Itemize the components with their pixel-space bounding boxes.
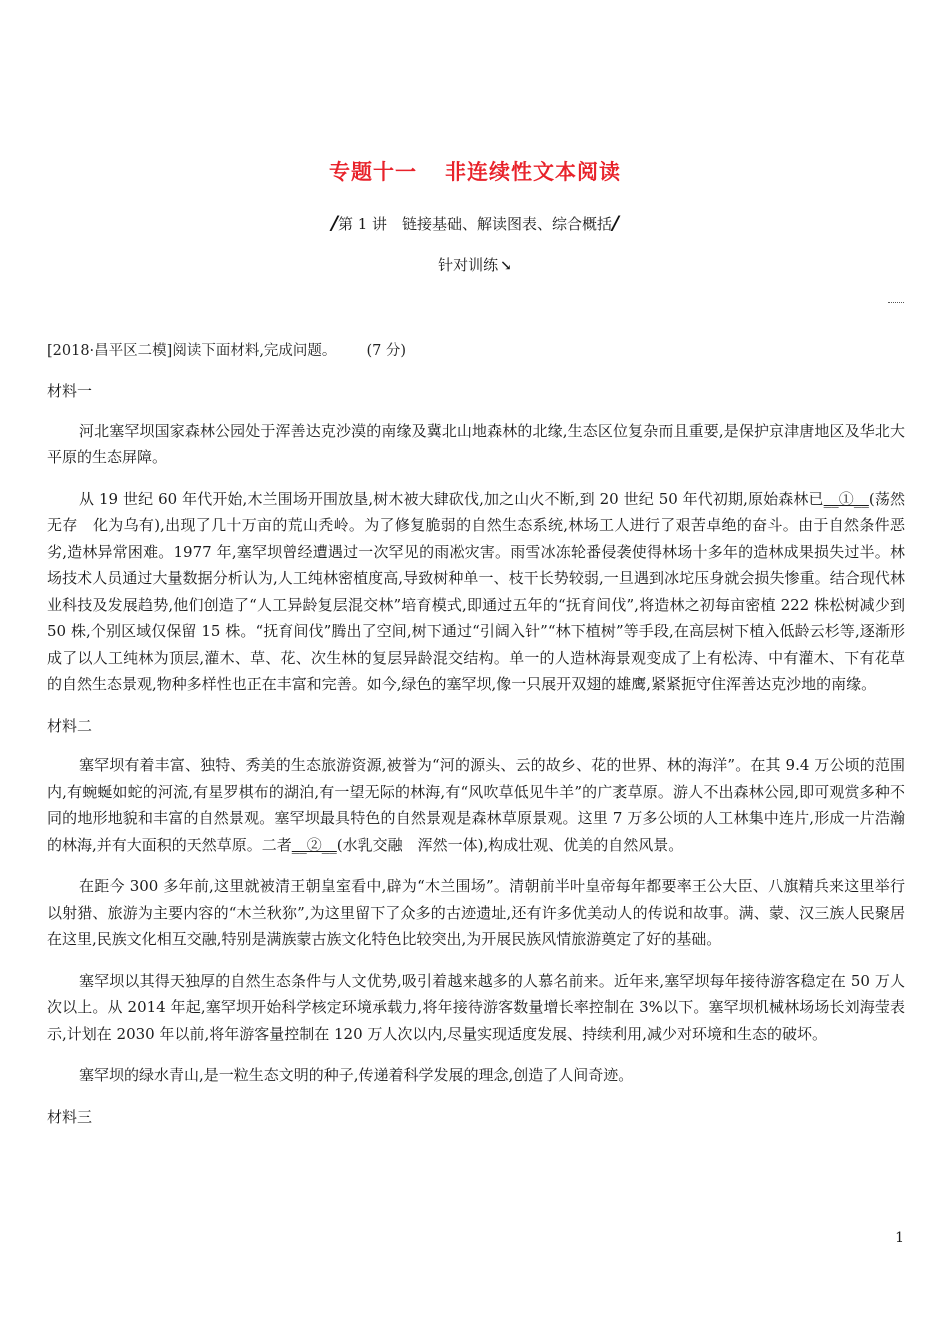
material-2-paragraph-4: 塞罕坝的绿水青山,是一粒生态文明的种子,传递着科学发展的理念,创造了人间奇迹。 [79, 1066, 634, 1084]
score-text: (7 分) [366, 343, 407, 359]
material-1-paragraph-1: 河北塞罕坝国家森林公园处于浑善达克沙漠的南缘及冀北山地森林的北缘,生态区位复杂而且重要,是保护京津唐地区及华北大平原的生态屏障。 [47, 421, 905, 466]
blank-2: __②__ [291, 835, 337, 854]
material-1-p2-before: 从 19 世纪 60 年代开始,木兰围场开围放垦,树木被大肆砍伐,加之山火不断,到 20 世纪 50 年代初期,原始森林已 [79, 489, 824, 508]
title-part-1: 专题十一 [329, 160, 417, 184]
material-1-heading: 材料一 [47, 382, 93, 400]
source-text: [2018·昌平区二模]阅读下面材料,完成问题。 [47, 343, 337, 359]
dotted-divider [888, 302, 904, 303]
training-label-text: 针对训练 [438, 256, 499, 274]
material-1-p2-after: (荡然无存 化为乌有),出现了几十万亩的荒山秃岭。为了修复脆弱的自然生态系统,林场工人进行了艰苦卓绝的奋斗。由于自然条件恶劣,造林异常困难。1977 年,塞罕坝曾经遭遇过一次罕见的雨凇灾害。雨雪冰冻轮番侵袭使得林场十多年的造林成果损失过半。林场技术人员通过大量数据分析认为,人工纯林密植度高,导致树种单一、枝干长势较弱,一旦遇到冰坨压身就会损失惨重。结合现代林业科技及发展趋势,他们创造了“人工异龄复层混交林”培育模式,即通过五年的“抚育间伐”,将造林之初每亩密植 222 株松树减少到 50 株,个别区域仅保留 15 株。“抚育间伐”腾出了空间,树下通过“引阔入针”“林下植树”等手段,在高层树下植入低龄云杉等,逐渐形成了以人工纯林为顶层,灌木、草、花、次生林的复层异龄混交结构。单一的人造林海景观变成了上有松涛、中有灌木、下有花草的自然生态景观,物种多样性也正在丰富和完善。如今,绿色的塞罕坝,像一只展开双翅的雄鹰,紧紧扼守住浑善达克沙地的南缘。 [47, 489, 905, 693]
material-2-paragraph-2: 在距今 300 多年前,这里就被清王朝皇室看中,辟为“木兰围场”。清朝前半叶皇帝每年都要率王公大臣、八旗精兵来这里举行以射猎、旅游为主要内容的“木兰秋狝”,为这里留下了众多的古迹遗址,还有许多优美动人的传说和故事。满、蒙、汉三族人民聚居在这里,民族文化相互交融,特别是满族蒙古族文化特色比较突出,为开展民族风情旅游奠定了好的基础。 [47, 877, 905, 948]
arrow-down-right-icon: ↘ [500, 258, 512, 274]
training-label [0, 254, 950, 275]
material-3-heading: 材料三 [47, 1107, 93, 1126]
question-source [47, 339, 406, 360]
title-part-2: 非连续性文本阅读 [445, 160, 621, 184]
material-2-paragraph-3: 塞罕坝以其得天独厚的自然生态条件与人文优势,吸引着越来越多的人慕名前来。近年来,塞罕坝每年接待游客稳定在 50 万人次以上。从 2014 年起,塞罕坝开始科学核定环境承载力,将年接待游客数量增长率控制在 3%以下。塞罕坝机械林场场长刘海莹表示,计划在 2030 年以前,将年游客量控制在 120 万人次以内,尽量实现适度发展、持续利用,减少对环境和生态的破坏。 [47, 971, 905, 1043]
reading-content [47, 378, 905, 1143]
page-title [0, 156, 950, 186]
material-2-paragraph-1 [47, 752, 905, 858]
subtitle-text: 第 1 讲 链接基础、解读图表、综合概括 [337, 215, 613, 233]
slash-right-icon: / [612, 212, 619, 234]
material-1-paragraph-2 [47, 486, 905, 698]
slash-left-icon: / [331, 212, 338, 234]
page-number: 1 [895, 1230, 904, 1246]
material-2-heading: 材料二 [47, 716, 93, 735]
lesson-subtitle [0, 212, 950, 234]
blank-1: __①__ [823, 489, 869, 508]
material-2-p1-before: 塞罕坝有着丰富、独特、秀美的生态旅游资源,被誉为“河的源头、云的故乡、花的世界、林的海洋”。在其 9.4 万公顷的范围内,有蜿蜒如蛇的河流,有星罗棋布的湖泊,有一望无际的林海,有“风吹草低见牛羊”的广袤草原。游人不出森林公园,即可观赏多种不同的地形地貌和丰富的自然景观。塞罕坝最具特色的自然景观是森林草原景观。这里 7 万多公顷的人工林集中连片,形成一片浩瀚的林海,并有大面积的天然草原。二者 [47, 756, 905, 854]
material-2-p1-after: (水乳交融 浑然一体),构成壮观、优美的自然风景。 [336, 835, 684, 854]
